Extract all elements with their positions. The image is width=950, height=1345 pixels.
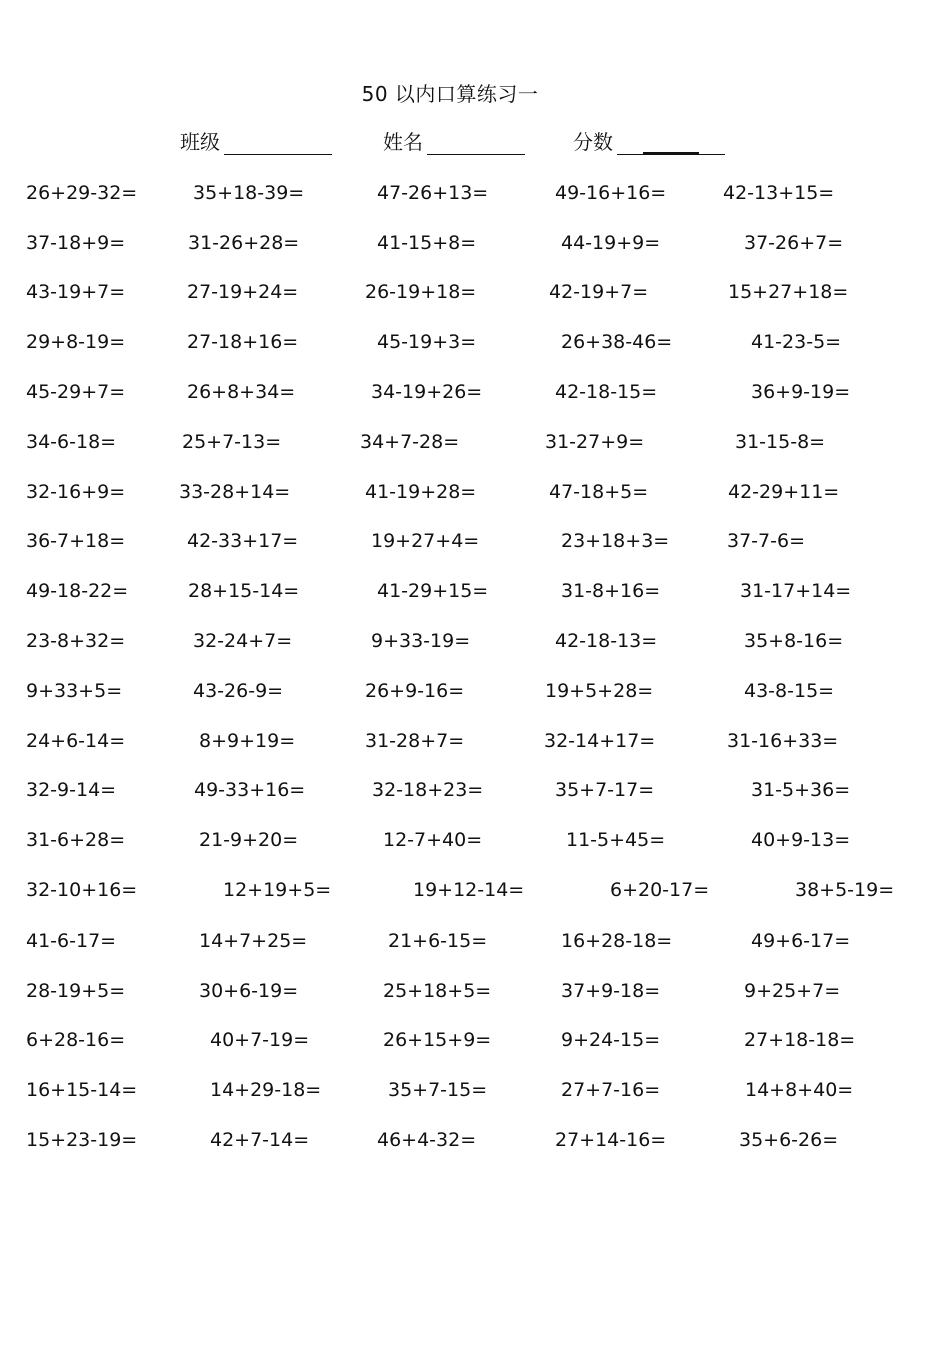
problem-item: 31-27+9= <box>545 431 645 453</box>
problem-item: 9+25+7= <box>744 980 841 1002</box>
problem-item: 35+7-17= <box>555 779 655 801</box>
problem-item: 26+9-16= <box>365 680 465 702</box>
problem-item: 35+18-39= <box>193 182 305 204</box>
score-label: 分数 <box>573 130 613 154</box>
problem-item: 31-5+36= <box>751 779 851 801</box>
problem-item: 32-24+7= <box>193 630 293 652</box>
problem-item: 26+15+9= <box>383 1029 492 1051</box>
problem-item: 26+38-46= <box>561 331 673 353</box>
problem-item: 45-29+7= <box>26 381 126 403</box>
problem-item: 19+5+28= <box>545 680 654 702</box>
problem-item: 49-33+16= <box>194 779 306 801</box>
problem-item: 42-18-15= <box>555 381 658 403</box>
problem-item: 27+7-16= <box>561 1079 661 1101</box>
problem-item: 19+27+4= <box>371 530 480 552</box>
problem-item: 14+8+40= <box>745 1079 854 1101</box>
problem-item: 34-6-18= <box>26 431 117 453</box>
problem-item: 45-19+3= <box>377 331 477 353</box>
problem-item: 42-18-13= <box>555 630 658 652</box>
problem-item: 21-9+20= <box>199 829 299 851</box>
problem-item: 27+14-16= <box>555 1129 667 1151</box>
problem-item: 44-19+9= <box>561 232 661 254</box>
problem-item: 16+28-18= <box>561 930 673 952</box>
problem-item: 46+4-32= <box>377 1129 477 1151</box>
problem-item: 37+9-18= <box>561 980 661 1002</box>
problem-item: 9+24-15= <box>561 1029 661 1051</box>
problem-item: 9+33+5= <box>26 680 123 702</box>
problem-item: 49-18-22= <box>26 580 129 602</box>
problem-item: 25+7-13= <box>182 431 282 453</box>
problem-item: 41-29+15= <box>377 580 489 602</box>
problem-item: 41-19+28= <box>365 481 477 503</box>
problem-item: 47-18+5= <box>549 481 649 503</box>
problem-item: 36+9-19= <box>751 381 851 403</box>
problem-item: 40+7-19= <box>210 1029 310 1051</box>
problem-item: 27-18+16= <box>187 331 299 353</box>
problem-item: 42-13+15= <box>723 182 835 204</box>
problem-item: 32-16+9= <box>26 481 126 503</box>
problem-item: 28-19+5= <box>26 980 126 1002</box>
problem-item: 31-8+16= <box>561 580 661 602</box>
problem-item: 43-8-15= <box>744 680 835 702</box>
problem-item: 36-7+18= <box>26 530 126 552</box>
score-field <box>573 126 725 155</box>
problem-item: 21+6-15= <box>388 930 488 952</box>
problem-item: 6+28-16= <box>26 1029 126 1051</box>
problem-item: 15+27+18= <box>728 281 849 303</box>
class-field <box>180 126 332 155</box>
problem-item: 32-10+16= <box>26 879 138 901</box>
problem-item: 42+7-14= <box>210 1129 310 1151</box>
problem-item: 6+20-17= <box>610 879 710 901</box>
worksheet-title: 50 以内口算练习一 <box>361 82 539 106</box>
problem-item: 35+7-15= <box>388 1079 488 1101</box>
problem-item: 14+29-18= <box>210 1079 322 1101</box>
problem-item: 28+15-14= <box>188 580 300 602</box>
problem-item: 19+12-14= <box>413 879 525 901</box>
problem-item: 47-26+13= <box>377 182 489 204</box>
class-label: 班级 <box>180 130 220 154</box>
problem-item: 34-19+26= <box>371 381 483 403</box>
problem-item: 29+8-19= <box>26 331 126 353</box>
problem-item: 32-18+23= <box>372 779 484 801</box>
problem-item: 41-23-5= <box>751 331 842 353</box>
name-field <box>383 126 525 155</box>
problem-item: 49-16+16= <box>555 182 667 204</box>
problem-item: 31-28+7= <box>365 730 465 752</box>
problem-item: 33-28+14= <box>179 481 291 503</box>
problem-item: 32-14+17= <box>544 730 656 752</box>
problem-item: 26+8+34= <box>187 381 296 403</box>
problem-item: 37-18+9= <box>26 232 126 254</box>
class-blank[interactable] <box>224 132 332 155</box>
problem-item: 26-19+18= <box>365 281 477 303</box>
problem-item: 8+9+19= <box>199 730 296 752</box>
problem-item: 40+9-13= <box>751 829 851 851</box>
problem-item: 32-9-14= <box>26 779 117 801</box>
name-label: 姓名 <box>383 130 423 154</box>
problem-item: 26+29-32= <box>26 182 138 204</box>
problem-item: 30+6-19= <box>199 980 299 1002</box>
problem-item: 23-8+32= <box>26 630 126 652</box>
problem-item: 41-15+8= <box>377 232 477 254</box>
problem-item: 16+15-14= <box>26 1079 138 1101</box>
problem-item: 42-29+11= <box>728 481 840 503</box>
problem-item: 25+18+5= <box>383 980 492 1002</box>
problem-item: 27+18-18= <box>744 1029 856 1051</box>
problem-item: 31-26+28= <box>188 232 300 254</box>
problem-item: 42-33+17= <box>187 530 299 552</box>
problem-item: 31-15-8= <box>735 431 826 453</box>
score-blank[interactable] <box>617 132 725 155</box>
problem-item: 35+8-16= <box>744 630 844 652</box>
problem-item: 9+33-19= <box>371 630 471 652</box>
problem-item: 31-17+14= <box>740 580 852 602</box>
problem-item: 38+5-19= <box>795 879 895 901</box>
problem-item: 49+6-17= <box>751 930 851 952</box>
problem-item: 14+7+25= <box>199 930 308 952</box>
problem-item: 27-19+24= <box>187 281 299 303</box>
problem-item: 43-19+7= <box>26 281 126 303</box>
problem-item: 23+18+3= <box>561 530 670 552</box>
problem-item: 12+19+5= <box>223 879 332 901</box>
problem-item: 34+7-28= <box>360 431 460 453</box>
problem-item: 37-26+7= <box>744 232 844 254</box>
problem-item: 43-26-9= <box>193 680 284 702</box>
problem-item: 35+6-26= <box>739 1129 839 1151</box>
problem-item: 31-6+28= <box>26 829 126 851</box>
name-blank[interactable] <box>427 132 525 155</box>
problem-item: 15+23-19= <box>26 1129 138 1151</box>
problem-item: 12-7+40= <box>383 829 483 851</box>
problem-item: 11-5+45= <box>566 829 666 851</box>
problem-item: 31-16+33= <box>727 730 839 752</box>
score-blank-underline <box>643 152 699 154</box>
problem-item: 42-19+7= <box>549 281 649 303</box>
problem-item: 24+6-14= <box>26 730 126 752</box>
problem-item: 41-6-17= <box>26 930 117 952</box>
problem-item: 37-7-6= <box>727 530 805 552</box>
